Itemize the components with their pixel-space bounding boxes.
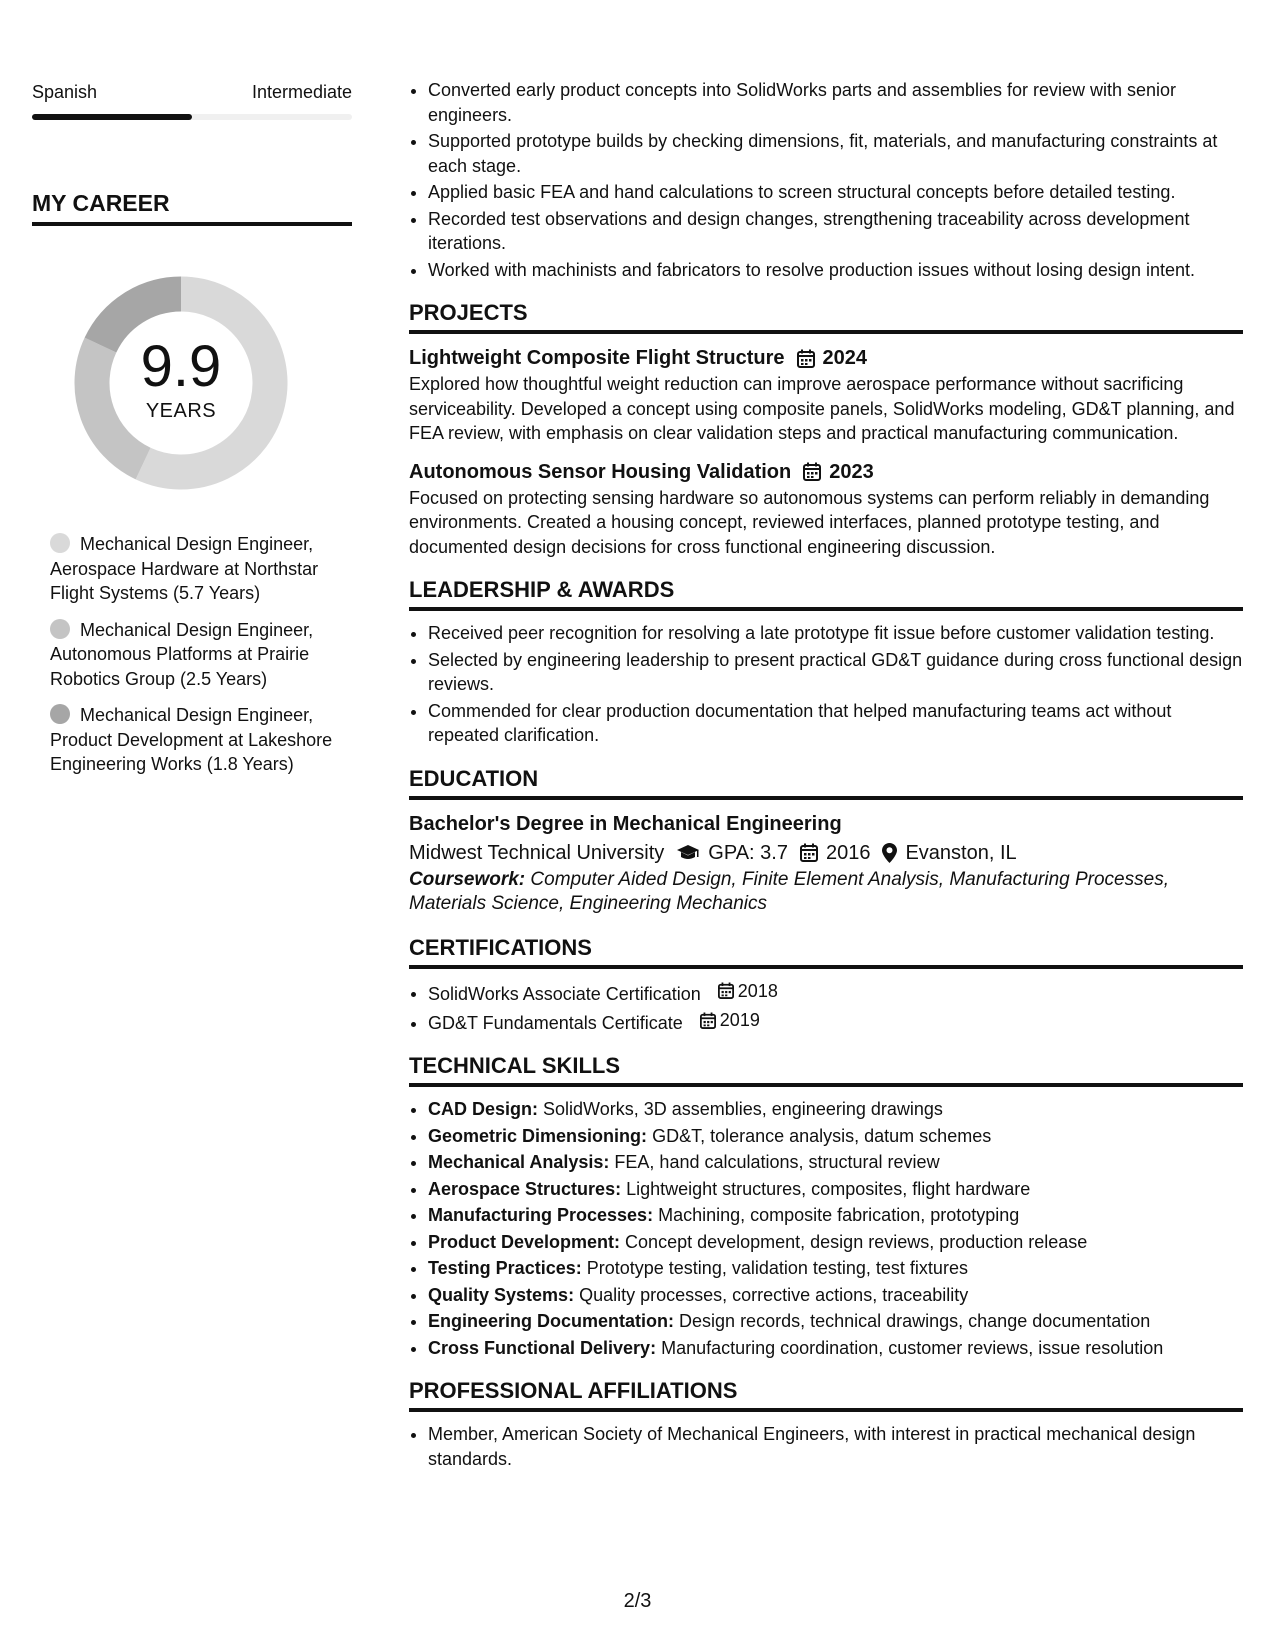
affiliations-list — [409, 1422, 1243, 1471]
location-pin-icon — [882, 843, 897, 863]
skills-heading: TECHNICAL SKILLS — [409, 1053, 1243, 1087]
affiliations-heading: PROFESSIONAL AFFILIATIONS — [409, 1378, 1243, 1412]
coursework-text: Computer Aided Design, Finite Element Analysis, Manufacturing Processes, Materials Science, Engineering Mechanics — [409, 868, 1169, 914]
experience-bullet: • Applied basic FEA and hand calculations to screen structural concepts before detailed testing. — [428, 180, 1243, 205]
skill-label: Quality Systems: — [428, 1284, 575, 1305]
skill-value: Lightweight structures, composites, flight hardware — [626, 1178, 1031, 1199]
page-number: 2/3 — [623, 1590, 652, 1612]
calendar-icon — [700, 1012, 716, 1029]
language-level-fill — [32, 114, 192, 120]
education-school: Midwest Technical University — [409, 841, 665, 864]
skill-item — [428, 1150, 1243, 1175]
legend-dot-icon — [50, 704, 70, 724]
education-meta — [409, 838, 1243, 868]
project-description: Focused on protecting sensing hardware so autonomous systems can perform reliably in demanding environments. Created a housing concept, reviewed interfaces, planned prototype testing, and documented design decisions for cross functional engineering discussion. — [409, 487, 1210, 557]
education-year: 2016 — [825, 841, 871, 864]
career-legend-item — [50, 618, 340, 692]
project-description: Explored how thoughtful weight reduction can improve aerospace performance without sacrificing serviceability. Developed a concept using composite panels, SolidWorks modeling, GD&T planning, and FEA review, with emphasis on clear validation steps and practical manufacturing communication. — [409, 374, 1235, 443]
language-level-bar — [32, 114, 352, 120]
leadership-item: • Selected by engineering leadership to present practical GD&T guidance during cross functional design reviews. — [428, 648, 1243, 697]
education-degree: Bachelor's Degree in Mechanical Engineering — [409, 812, 842, 835]
calendar-icon — [797, 349, 815, 368]
project-year: 2023 — [829, 460, 874, 483]
projects-heading: PROJECTS — [409, 300, 1243, 334]
education-gpa: GPA: 3.7 — [708, 841, 788, 864]
certification-year: 2019 — [719, 1009, 760, 1030]
certification-item — [428, 1008, 1243, 1035]
certification-item — [428, 979, 1243, 1006]
leadership-list — [409, 621, 1243, 748]
affiliation-item: • Member, American Society of Mechanical Engineers, with interest in practical mechanical design standards. — [428, 1422, 1243, 1471]
certifications-heading: CERTIFICATIONS — [409, 935, 1243, 969]
skill-label: Engineering Documentation: — [428, 1311, 675, 1331]
skill-value: Prototype testing, validation testing, test fixtures — [586, 1258, 968, 1278]
career-legend-text: Mechanical Design Engineer, Product Development at Lakeshore Engineering Works (1.8 Years) — [50, 705, 333, 774]
education-heading: EDUCATION — [409, 766, 1243, 800]
language-level: Intermediate — [251, 82, 352, 102]
project-title: Lightweight Composite Flight Structure — [409, 347, 785, 369]
certification-name: GD&T Fundamentals Certificate — [428, 1012, 683, 1033]
skill-value: GD&T, tolerance analysis, datum schemes — [652, 1125, 992, 1146]
skill-value: Manufacturing coordination, customer reviews, issue resolution — [661, 1337, 1164, 1358]
skill-label: Testing Practices: — [428, 1258, 582, 1278]
career-donut-chart — [66, 268, 296, 498]
donut-center — [66, 268, 296, 498]
skill-item — [428, 1177, 1243, 1202]
leadership-item: • Received peer recognition for resolving a late prototype fit issue before customer validation testing. — [428, 621, 1243, 646]
project-year: 2024 — [822, 347, 868, 369]
skill-item — [428, 1203, 1243, 1228]
experience-bullet: • Supported prototype builds by checking dimensions, fit, materials, and manufacturing constraints at each stage. — [428, 129, 1243, 178]
legend-dot-icon — [50, 619, 70, 639]
career-total-years: 9.9 — [140, 334, 222, 399]
skill-item — [428, 1309, 1243, 1334]
experience-bullet: • Recorded test observations and design changes, strengthening traceability across development iterations. — [428, 207, 1243, 256]
skill-label: Aerospace Structures: — [428, 1178, 622, 1199]
skill-item — [428, 1124, 1243, 1149]
skill-label: CAD Design: — [428, 1099, 539, 1119]
calendar-icon — [800, 843, 818, 862]
skill-item — [428, 1283, 1243, 1308]
experience-bullet: • Converted early product concepts into SolidWorks parts and assemblies for review with senior engineers. — [428, 78, 1243, 127]
language-row — [32, 80, 352, 104]
sidebar — [32, 80, 352, 789]
skill-item — [428, 1256, 1243, 1281]
skill-value: Quality processes, corrective actions, traceability — [579, 1284, 969, 1305]
coursework-label: Coursework: — [409, 868, 526, 890]
career-legend-item — [50, 703, 340, 777]
skill-value: Design records, technical drawings, change documentation — [679, 1311, 1151, 1331]
calendar-icon — [803, 462, 821, 481]
skill-label: Product Development: — [428, 1231, 621, 1252]
skill-item — [428, 1230, 1243, 1255]
skill-value: Concept development, design reviews, production release — [625, 1231, 1088, 1252]
education-coursework — [409, 868, 1243, 917]
skills-list — [409, 1097, 1243, 1360]
skill-label: Geometric Dimensioning: — [428, 1125, 648, 1146]
project-title: Autonomous Sensor Housing Validation — [409, 460, 792, 483]
career-legend — [50, 532, 340, 777]
certifications-list — [409, 979, 1243, 1036]
career-heading: MY CAREER — [32, 190, 352, 226]
graduation-cap-icon — [676, 844, 700, 862]
main-content — [409, 78, 1243, 1473]
experience-bullets — [409, 78, 1243, 282]
calendar-icon — [718, 982, 734, 999]
skill-label: Manufacturing Processes: — [428, 1205, 654, 1225]
skill-item — [428, 1336, 1243, 1361]
certification-name: SolidWorks Associate Certification — [428, 983, 701, 1004]
legend-dot-icon — [50, 533, 70, 553]
career-legend-item — [50, 532, 340, 606]
career-legend-text: Mechanical Design Engineer, Aerospace Hardware at Northstar Flight Systems (5.7 Years) — [50, 534, 319, 603]
skill-label: Mechanical Analysis: — [428, 1152, 610, 1172]
skill-value: Machining, composite fabrication, prototyping — [658, 1205, 1020, 1225]
experience-bullet: • Worked with machinists and fabricators to resolve production issues without losing design intent. — [428, 258, 1243, 283]
certification-year: 2018 — [737, 980, 778, 1001]
project-entry — [409, 344, 1243, 446]
skill-value: SolidWorks, 3D assemblies, engineering drawings — [543, 1099, 943, 1119]
language-name: Spanish — [32, 82, 98, 102]
skill-label: Cross Functional Delivery: — [428, 1337, 657, 1358]
leadership-heading: LEADERSHIP & AWARDS — [409, 577, 1243, 611]
skill-item — [428, 1097, 1243, 1122]
project-entry — [409, 458, 1243, 560]
education-location: Evanston, IL — [905, 841, 1017, 864]
career-total-unit: YEARS — [145, 400, 217, 422]
career-legend-text: Mechanical Design Engineer, Autonomous Platforms at Prairie Robotics Group (2.5 Years) — [50, 619, 314, 689]
leadership-item: • Commended for clear production documentation that helped manufacturing teams act without repeated clarification. — [428, 699, 1243, 748]
skill-value: FEA, hand calculations, structural review — [614, 1152, 940, 1172]
